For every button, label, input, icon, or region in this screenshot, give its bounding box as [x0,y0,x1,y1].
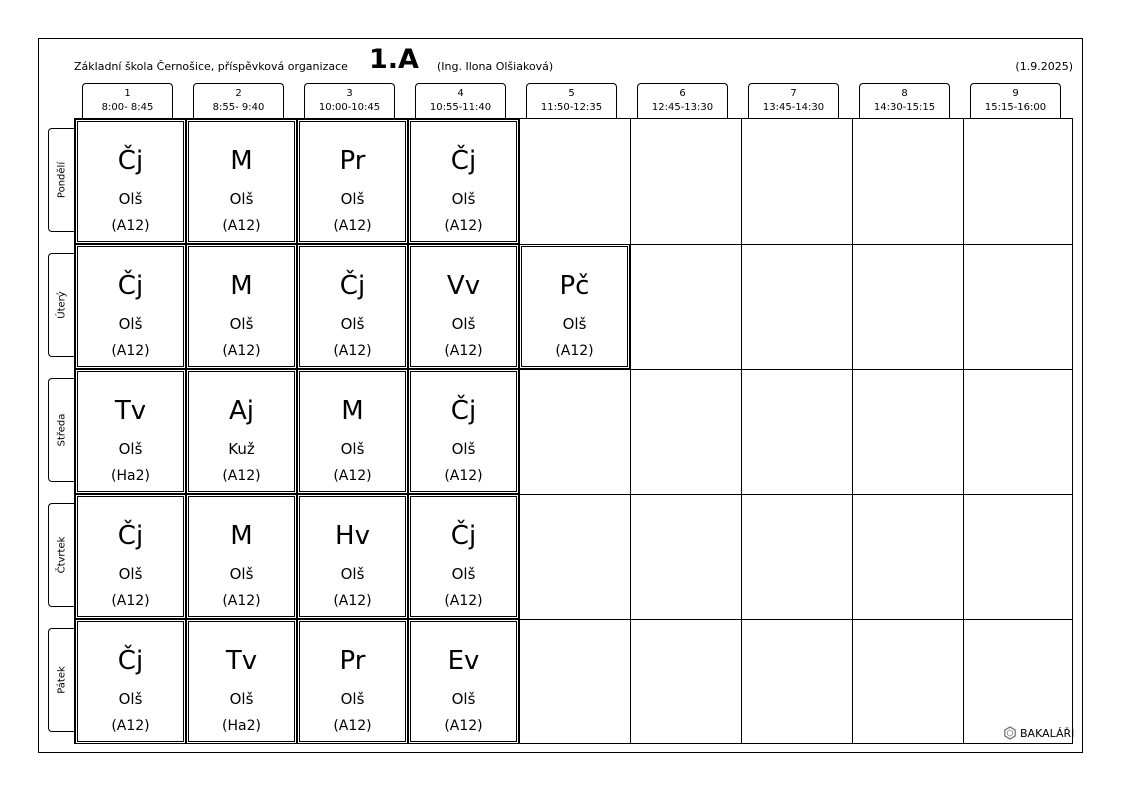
lesson-teacher: Olš [562,315,587,333]
period-number: 6 [679,88,686,99]
period-header-5 [526,83,617,118]
lesson-card[interactable] [299,371,406,492]
lesson-card[interactable] [410,496,517,617]
lesson-subject: Tv [114,396,147,426]
lesson-card[interactable] [410,121,517,242]
lesson-subject: M [230,271,253,301]
lesson-card[interactable] [188,621,295,742]
lesson-subject: Pr [339,646,366,676]
bakalari-logo-icon [1003,726,1017,740]
lesson-teacher: Olš [229,565,254,583]
lesson-subject: Vv [446,271,481,301]
period-time: 15:15-16:00 [984,102,1047,113]
period-number: 1 [124,88,131,99]
lesson-card[interactable] [77,621,184,742]
lesson-teacher: Olš [340,690,365,708]
lesson-teacher: Olš [340,315,365,333]
lesson-teacher: Olš [229,190,254,208]
period-time: 11:50-12:35 [540,102,603,113]
period-header-1 [82,83,173,118]
period-number: 5 [568,88,575,99]
lesson-subject: Čj [450,146,477,176]
lesson-room: (A12) [333,468,372,484]
day-label: Čtvrtek [56,536,67,574]
period-time: 10:00-10:45 [318,102,381,113]
period-time: 8:00- 8:45 [101,102,154,113]
grid-column-divider [630,119,631,743]
lesson-subject: Pč [559,271,590,301]
period-number: 8 [901,88,908,99]
day-tab-4 [48,503,74,607]
lesson-room: (A12) [222,593,261,609]
lesson-room: (A12) [444,468,483,484]
period-time: 10:55-11:40 [429,102,492,113]
day-label: Úterý [56,291,67,319]
grid-column-divider [297,119,298,743]
period-time: 8:55- 9:40 [212,102,265,113]
grid-row-divider [75,244,1072,245]
period-header-6 [637,83,728,118]
lesson-card[interactable] [77,371,184,492]
lesson-room: (Ha2) [111,468,150,484]
grid-column-divider [741,119,742,743]
lesson-teacher: Olš [118,690,143,708]
lesson-card[interactable] [188,371,295,492]
lesson-card[interactable] [188,121,295,242]
period-number: 7 [790,88,797,99]
period-number: 3 [346,88,353,99]
period-time: 13:45-14:30 [762,102,825,113]
lesson-teacher: Olš [340,190,365,208]
lesson-room: (A12) [111,718,150,734]
lesson-card[interactable] [77,496,184,617]
lesson-card[interactable] [299,496,406,617]
lesson-subject: Pr [339,146,366,176]
grid-column-divider [408,119,409,743]
lesson-subject: Čj [450,396,477,426]
lesson-room: (A12) [333,343,372,359]
lesson-room: (A12) [222,343,261,359]
grid-column-divider [963,119,964,743]
lesson-room: (A12) [444,343,483,359]
lesson-room: (A12) [444,718,483,734]
lesson-subject: M [341,396,364,426]
lesson-teacher: Olš [340,440,365,458]
brand-name: BAKALÁŘI [1020,726,1075,740]
lesson-teacher: Olš [118,565,143,583]
lesson-subject: Čj [117,521,144,551]
lesson-teacher: Olš [451,565,476,583]
period-number: 2 [235,88,242,99]
day-label: Pondělí [56,161,67,199]
day-label: Středa [56,413,67,447]
grid-column-divider [519,119,520,743]
lesson-teacher: Olš [118,440,143,458]
lesson-card[interactable] [521,246,628,367]
period-time: 12:45-13:30 [651,102,714,113]
lesson-teacher: Olš [229,315,254,333]
lesson-teacher: Olš [451,190,476,208]
period-number: 9 [1012,88,1019,99]
lesson-card[interactable] [299,621,406,742]
day-tab-2 [48,253,74,357]
period-header-3 [304,83,395,118]
class-teacher: (Ing. Ilona Olšiaková) [437,60,554,73]
lesson-subject: Čj [117,646,144,676]
lesson-room: (A12) [333,718,372,734]
lesson-subject: Čj [339,271,366,301]
lesson-card[interactable] [299,246,406,367]
day-tab-1 [48,128,74,232]
timetable-grid [74,118,1073,744]
lesson-room: (A12) [444,218,483,234]
lesson-subject: M [230,521,253,551]
lesson-room: (A12) [333,593,372,609]
period-header-2 [193,83,284,118]
lesson-teacher: Olš [118,315,143,333]
lesson-teacher: Olš [340,565,365,583]
timetable-date: (1.9.2025) [1015,60,1073,73]
lesson-subject: Tv [225,646,258,676]
lesson-room: (Ha2) [222,718,261,734]
period-header-4 [415,83,506,118]
lesson-card[interactable] [188,496,295,617]
grid-row-divider [75,494,1072,495]
lesson-room: (A12) [111,218,150,234]
grid-column-divider [852,119,853,743]
lesson-subject: M [230,146,253,176]
school-name: Základní škola Černošice, příspěvková organizace [74,60,348,73]
lesson-subject: Čj [450,521,477,551]
lesson-teacher: Olš [451,315,476,333]
lesson-teacher: Olš [451,690,476,708]
lesson-room: (A12) [111,343,150,359]
brand-footer [1003,726,1074,740]
lesson-subject: Hv [335,521,370,551]
day-label: Pátek [56,666,67,694]
lesson-card[interactable] [410,621,517,742]
lesson-teacher: Olš [229,690,254,708]
day-tab-3 [48,378,74,482]
grid-column-divider [186,119,187,743]
lesson-card[interactable] [77,246,184,367]
lesson-room: (A12) [222,468,261,484]
period-header-7 [748,83,839,118]
lesson-room: (A12) [111,593,150,609]
lesson-card[interactable] [77,121,184,242]
lesson-card[interactable] [410,246,517,367]
lesson-room: (A12) [555,343,594,359]
grid-row-divider [75,619,1072,620]
grid-row-divider [75,369,1072,370]
lesson-teacher: Olš [118,190,143,208]
lesson-room: (A12) [333,218,372,234]
lesson-teacher: Kuž [228,440,255,458]
day-tab-5 [48,628,74,732]
lesson-card[interactable] [299,121,406,242]
period-header-8 [859,83,950,118]
period-time: 14:30-15:15 [873,102,936,113]
lesson-room: (A12) [444,593,483,609]
lesson-subject: Čj [117,271,144,301]
lesson-subject: Ev [447,646,480,676]
lesson-subject: Aj [228,396,254,426]
lesson-teacher: Olš [451,440,476,458]
period-number: 4 [457,88,464,99]
lesson-card[interactable] [410,371,517,492]
class-title: 1.A [369,44,419,75]
lesson-subject: Čj [117,146,144,176]
lesson-card[interactable] [188,246,295,367]
lesson-room: (A12) [222,218,261,234]
period-header-9 [970,83,1061,118]
